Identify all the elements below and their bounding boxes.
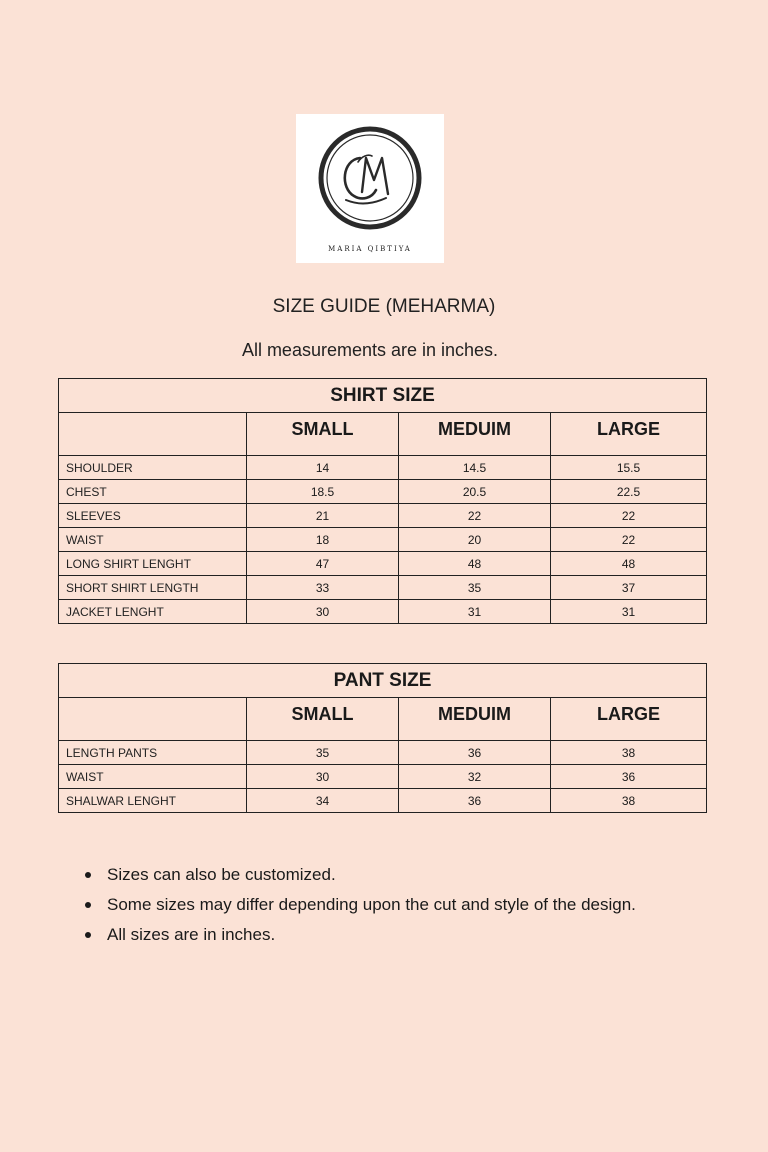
cell-medium: 36 xyxy=(399,741,551,765)
row-label: SHORT SHIRT LENGTH xyxy=(59,576,247,600)
shirt-header-small: SMALL xyxy=(247,413,399,456)
table-row xyxy=(59,480,707,504)
cell-medium: 48 xyxy=(399,552,551,576)
row-label: JACKET LENGHT xyxy=(59,600,247,624)
row-label: LENGTH PANTS xyxy=(59,741,247,765)
cell-medium: 14.5 xyxy=(399,456,551,480)
list-item: All sizes are in inches. xyxy=(82,920,682,950)
pant-size-table xyxy=(58,663,707,813)
shirt-header-blank xyxy=(59,413,247,456)
cell-large: 22 xyxy=(551,528,707,552)
table-row xyxy=(59,765,707,789)
pant-header-small: SMALL xyxy=(247,698,399,741)
cell-large: 31 xyxy=(551,600,707,624)
cell-small: 30 xyxy=(247,600,399,624)
cell-large: 37 xyxy=(551,576,707,600)
table-row xyxy=(59,576,707,600)
monogram-logo-icon xyxy=(296,114,444,263)
cell-small: 34 xyxy=(247,789,399,813)
table-row xyxy=(59,789,707,813)
cell-large: 38 xyxy=(551,789,707,813)
row-label: SLEEVES xyxy=(59,504,247,528)
row-label: SHOULDER xyxy=(59,456,247,480)
cell-small: 35 xyxy=(247,741,399,765)
cell-large: 22 xyxy=(551,504,707,528)
list-item: Some sizes may differ depending upon the cut and style of the design. xyxy=(82,890,682,920)
cell-medium: 22 xyxy=(399,504,551,528)
cell-medium: 20 xyxy=(399,528,551,552)
cell-small: 14 xyxy=(247,456,399,480)
page-subtitle: All measurements are in inches. xyxy=(241,340,499,360)
pant-table-caption: PANT SIZE xyxy=(59,664,707,698)
cell-small: 47 xyxy=(247,552,399,576)
cell-large: 22.5 xyxy=(551,480,707,504)
cell-small: 30 xyxy=(247,765,399,789)
table-row xyxy=(59,456,707,480)
cell-small: 33 xyxy=(247,576,399,600)
cell-small: 21 xyxy=(247,504,399,528)
page-title: SIZE GUIDE (MEHARMA) xyxy=(272,296,496,317)
pant-header-large: LARGE xyxy=(551,698,707,741)
shirt-header-medium: MEDUIM xyxy=(399,413,551,456)
cell-medium: 31 xyxy=(399,600,551,624)
table-row xyxy=(59,552,707,576)
cell-large: 48 xyxy=(551,552,707,576)
row-label: LONG SHIRT LENGHT xyxy=(59,552,247,576)
list-item: Sizes can also be customized. xyxy=(82,860,682,890)
brand-logo xyxy=(296,114,444,263)
row-label: SHALWAR LENGHT xyxy=(59,789,247,813)
table-row xyxy=(59,504,707,528)
cell-large: 36 xyxy=(551,765,707,789)
cell-medium: 32 xyxy=(399,765,551,789)
table-row xyxy=(59,741,707,765)
shirt-table-caption: SHIRT SIZE xyxy=(59,379,707,413)
row-label: WAIST xyxy=(59,528,247,552)
cell-small: 18.5 xyxy=(247,480,399,504)
notes-list xyxy=(82,860,682,950)
shirt-header-large: LARGE xyxy=(551,413,707,456)
cell-large: 38 xyxy=(551,741,707,765)
cell-large: 15.5 xyxy=(551,456,707,480)
pant-header-medium: MEDUIM xyxy=(399,698,551,741)
table-row xyxy=(59,528,707,552)
pant-header-blank xyxy=(59,698,247,741)
cell-medium: 35 xyxy=(399,576,551,600)
shirt-size-table xyxy=(58,378,707,624)
row-label: WAIST xyxy=(59,765,247,789)
row-label: CHEST xyxy=(59,480,247,504)
cell-medium: 36 xyxy=(399,789,551,813)
cell-medium: 20.5 xyxy=(399,480,551,504)
brand-name: MARIA QIBTIYA xyxy=(328,245,412,253)
cell-small: 18 xyxy=(247,528,399,552)
table-row xyxy=(59,600,707,624)
